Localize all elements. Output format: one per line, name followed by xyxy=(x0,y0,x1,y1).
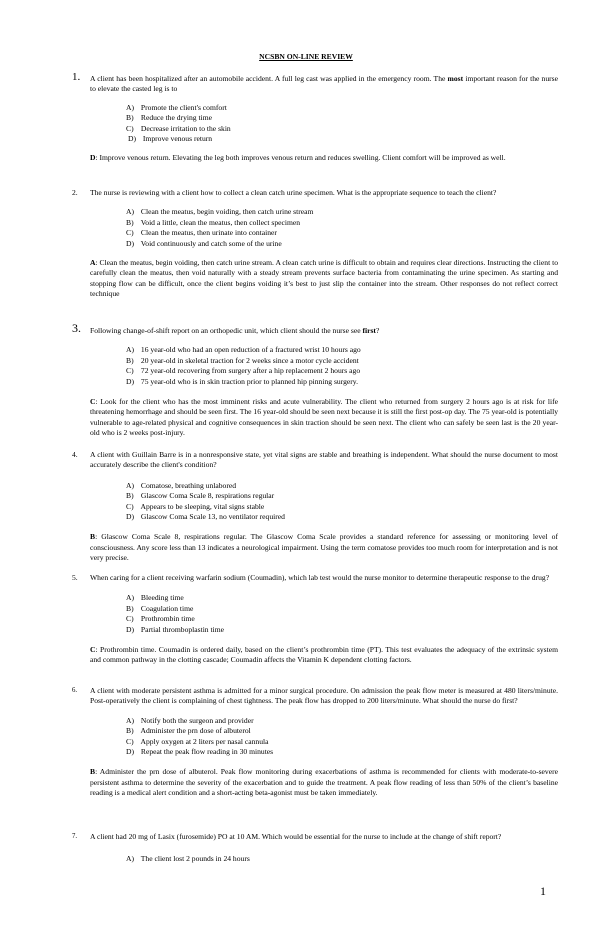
option-a: A) Notify both the surgeon and provider xyxy=(126,715,254,725)
option-a: A) Clean the meatus, begin voiding, then catch urine stream xyxy=(126,207,314,217)
question-number: 6. xyxy=(72,687,78,694)
answer-options xyxy=(126,103,558,145)
emphasis: most xyxy=(447,74,464,83)
question-text: A client with moderate persistent asthma is admitted for a minor surgical procedure. On admission the peak flow meter is measured at 480 liters/minute. Post-operatively the client is complaining of chest tightness. The peak flow has dropped to 200 liters/minute. What should the nurse do first? xyxy=(90,686,558,706)
page-number: 1 xyxy=(540,884,546,898)
question-1 xyxy=(72,71,558,164)
answer-rationale: C: Look for the client who has the most imminent risks and acute vulnerability. The client who returned from surgery 2 hours ago is at risk for life threatening hemorrhage and should be seen first. The 16 year-old should be seen next because it is still the first post-op day. The 75 year-old is potentially vulnerable to age-related physical and cognitive consequences in skin traction should be seen next. The client who can safely be seen last is the 20 year-old who is 2 weeks post-injury. xyxy=(90,397,558,438)
option-a: A) Comatose, breathing unlabored xyxy=(126,480,237,490)
question-3 xyxy=(72,321,558,439)
question-number: 2. xyxy=(72,188,78,197)
question-number: 7. xyxy=(72,833,78,840)
option-c: C) Prothrombin time xyxy=(126,614,195,624)
option-a: A) Promote the client's comfort xyxy=(126,102,227,112)
question-number: 3. xyxy=(72,321,81,335)
option-d: D) Partial thromboplastin time xyxy=(126,624,225,634)
question-number: 4. xyxy=(72,450,78,459)
question-text: A client with Guillain Barre is in a nonresponsive state, yet vital signs are stable and breathing is independent. What should the nurse document to most accurately describe the client's condition? xyxy=(90,450,558,470)
option-b: B) Administer the prn dose of albuterol xyxy=(126,726,251,736)
question-text: The nurse is reviewing with a client how to collect a clean catch urine specimen. What is the appropriate sequence to teach the client? xyxy=(90,188,497,197)
question-text: Following change-of-shift report on an orthopedic unit, which client should the nurse see first? xyxy=(90,326,380,335)
emphasis: first xyxy=(362,326,376,335)
option-b: B) Void a little, clean the meatus, then collect specimen xyxy=(126,217,301,227)
question-5 xyxy=(72,573,558,666)
answer-options xyxy=(126,593,558,635)
option-a: A) 16 year-old who had an open reduction of a fractured wrist 10 hours ago xyxy=(126,345,361,355)
option-d: D) Improve venous return xyxy=(128,134,213,144)
answer-rationale: D: Improve venous return. Elevating the leg both improves venous return and reduces swelling. Client comfort will be improved as well. xyxy=(90,153,506,163)
option-b: B) Coagulation time xyxy=(126,603,194,613)
option-c: C) 72 year-old recovering from surgery after a hip replacement 2 hours ago xyxy=(126,366,361,376)
option-a: A) The client lost 2 pounds in 24 hours xyxy=(126,854,250,864)
answer-options xyxy=(126,716,558,758)
option-d: D) Repeat the peak flow reading in 30 minutes xyxy=(126,747,274,757)
answer-rationale: B: Administer the prn dose of albuterol. Peak flow monitoring during exacerbations of asthma is recommended for clients with moderate-to-severe persistent asthma to determine the severity of the exacerbation and to guide the treatment. A peak flow reading of less than 50% of the client’s baseline reading is a medical alert condition and a short-acting beta-agonist must be taken immediately. xyxy=(90,767,558,798)
document-title: NCSBN ON-LINE REVIEW xyxy=(259,52,353,61)
answer-options xyxy=(126,481,558,523)
option-c: C) Appears to be sleeping, vital signs stable xyxy=(126,501,265,511)
question-text: When caring for a client receiving warfarin sodium (Coumadin), which lab test would the nurse monitor to determine therapeutic response to the drug? xyxy=(90,573,550,582)
option-d: D) Void continuously and catch some of the urine xyxy=(126,238,282,248)
answer-options xyxy=(126,345,558,387)
question-number: 1. xyxy=(72,71,81,83)
option-b: B) Reduce the drying time xyxy=(126,113,212,123)
question-text: A client has been hospitalized after an automobile accident. A full leg cast was applied in the emergency room. The most important reason for the nurse to elevate the casted leg is to xyxy=(90,74,558,94)
answer-rationale: B: Glascow Coma Scale 8, respirations regular. The Glascow Coma Scale provides a standard reference for assessing or monitoring level of consciousness. Any score less than 13 indicates a neurological impairment. Using the term comatose provides too much room for interpretation and is not very precise. xyxy=(90,532,558,563)
answer-rationale: C: Prothrombin time. Coumadin is ordered daily, based on the client’s prothrombin time (PT). This test evaluates the adequacy of the extrinsic system and common pathway in the clotting cascade; Coumadin affects the Vitamin K dependent clotting factors. xyxy=(90,645,558,665)
answer-options xyxy=(126,854,558,864)
question-6 xyxy=(72,686,558,799)
option-c: C) Apply oxygen at 2 liters per nasal cannula xyxy=(126,736,269,746)
question-2 xyxy=(72,188,558,300)
question-number: 5. xyxy=(72,573,78,582)
answer-options xyxy=(126,207,558,249)
option-c: C) Decrease irritation to the skin xyxy=(126,123,231,133)
option-c: C) Clean the meatus, then urinate into container xyxy=(126,228,277,238)
question-4 xyxy=(72,450,558,564)
question-7 xyxy=(72,832,558,865)
option-b: B) 20 year-old in skeletal traction for 2 weeks since a motor cycle accident xyxy=(126,355,359,365)
option-a: A) Bleeding time xyxy=(126,593,184,603)
question-text: A client had 20 mg of Lasix (furosemide) PO at 10 AM. Which would be essential for the nurse to include at the change of shift report? xyxy=(90,832,502,841)
option-d: D) Glascow Coma Scale 13, no ventilator required xyxy=(126,512,285,522)
option-d: D) 75 year-old who is in skin traction prior to planned hip pinning surgery. xyxy=(126,376,358,386)
option-b: B) Glascow Coma Scale 8, respirations regular xyxy=(126,491,275,501)
answer-rationale: A: Clean the meatus, begin voiding, then catch urine stream. A clean catch urine is difficult to obtain and requires clear directions. Instructing the client to carefully clean the meatus, then void naturally with a steady stream prevents surface bacteria from contaminating the urine specimen. As starting and stopping flow can be difficult, once the client begins voiding it’s best to just slip the container into the stream. Other responses do not reflect correct technique xyxy=(90,258,558,299)
